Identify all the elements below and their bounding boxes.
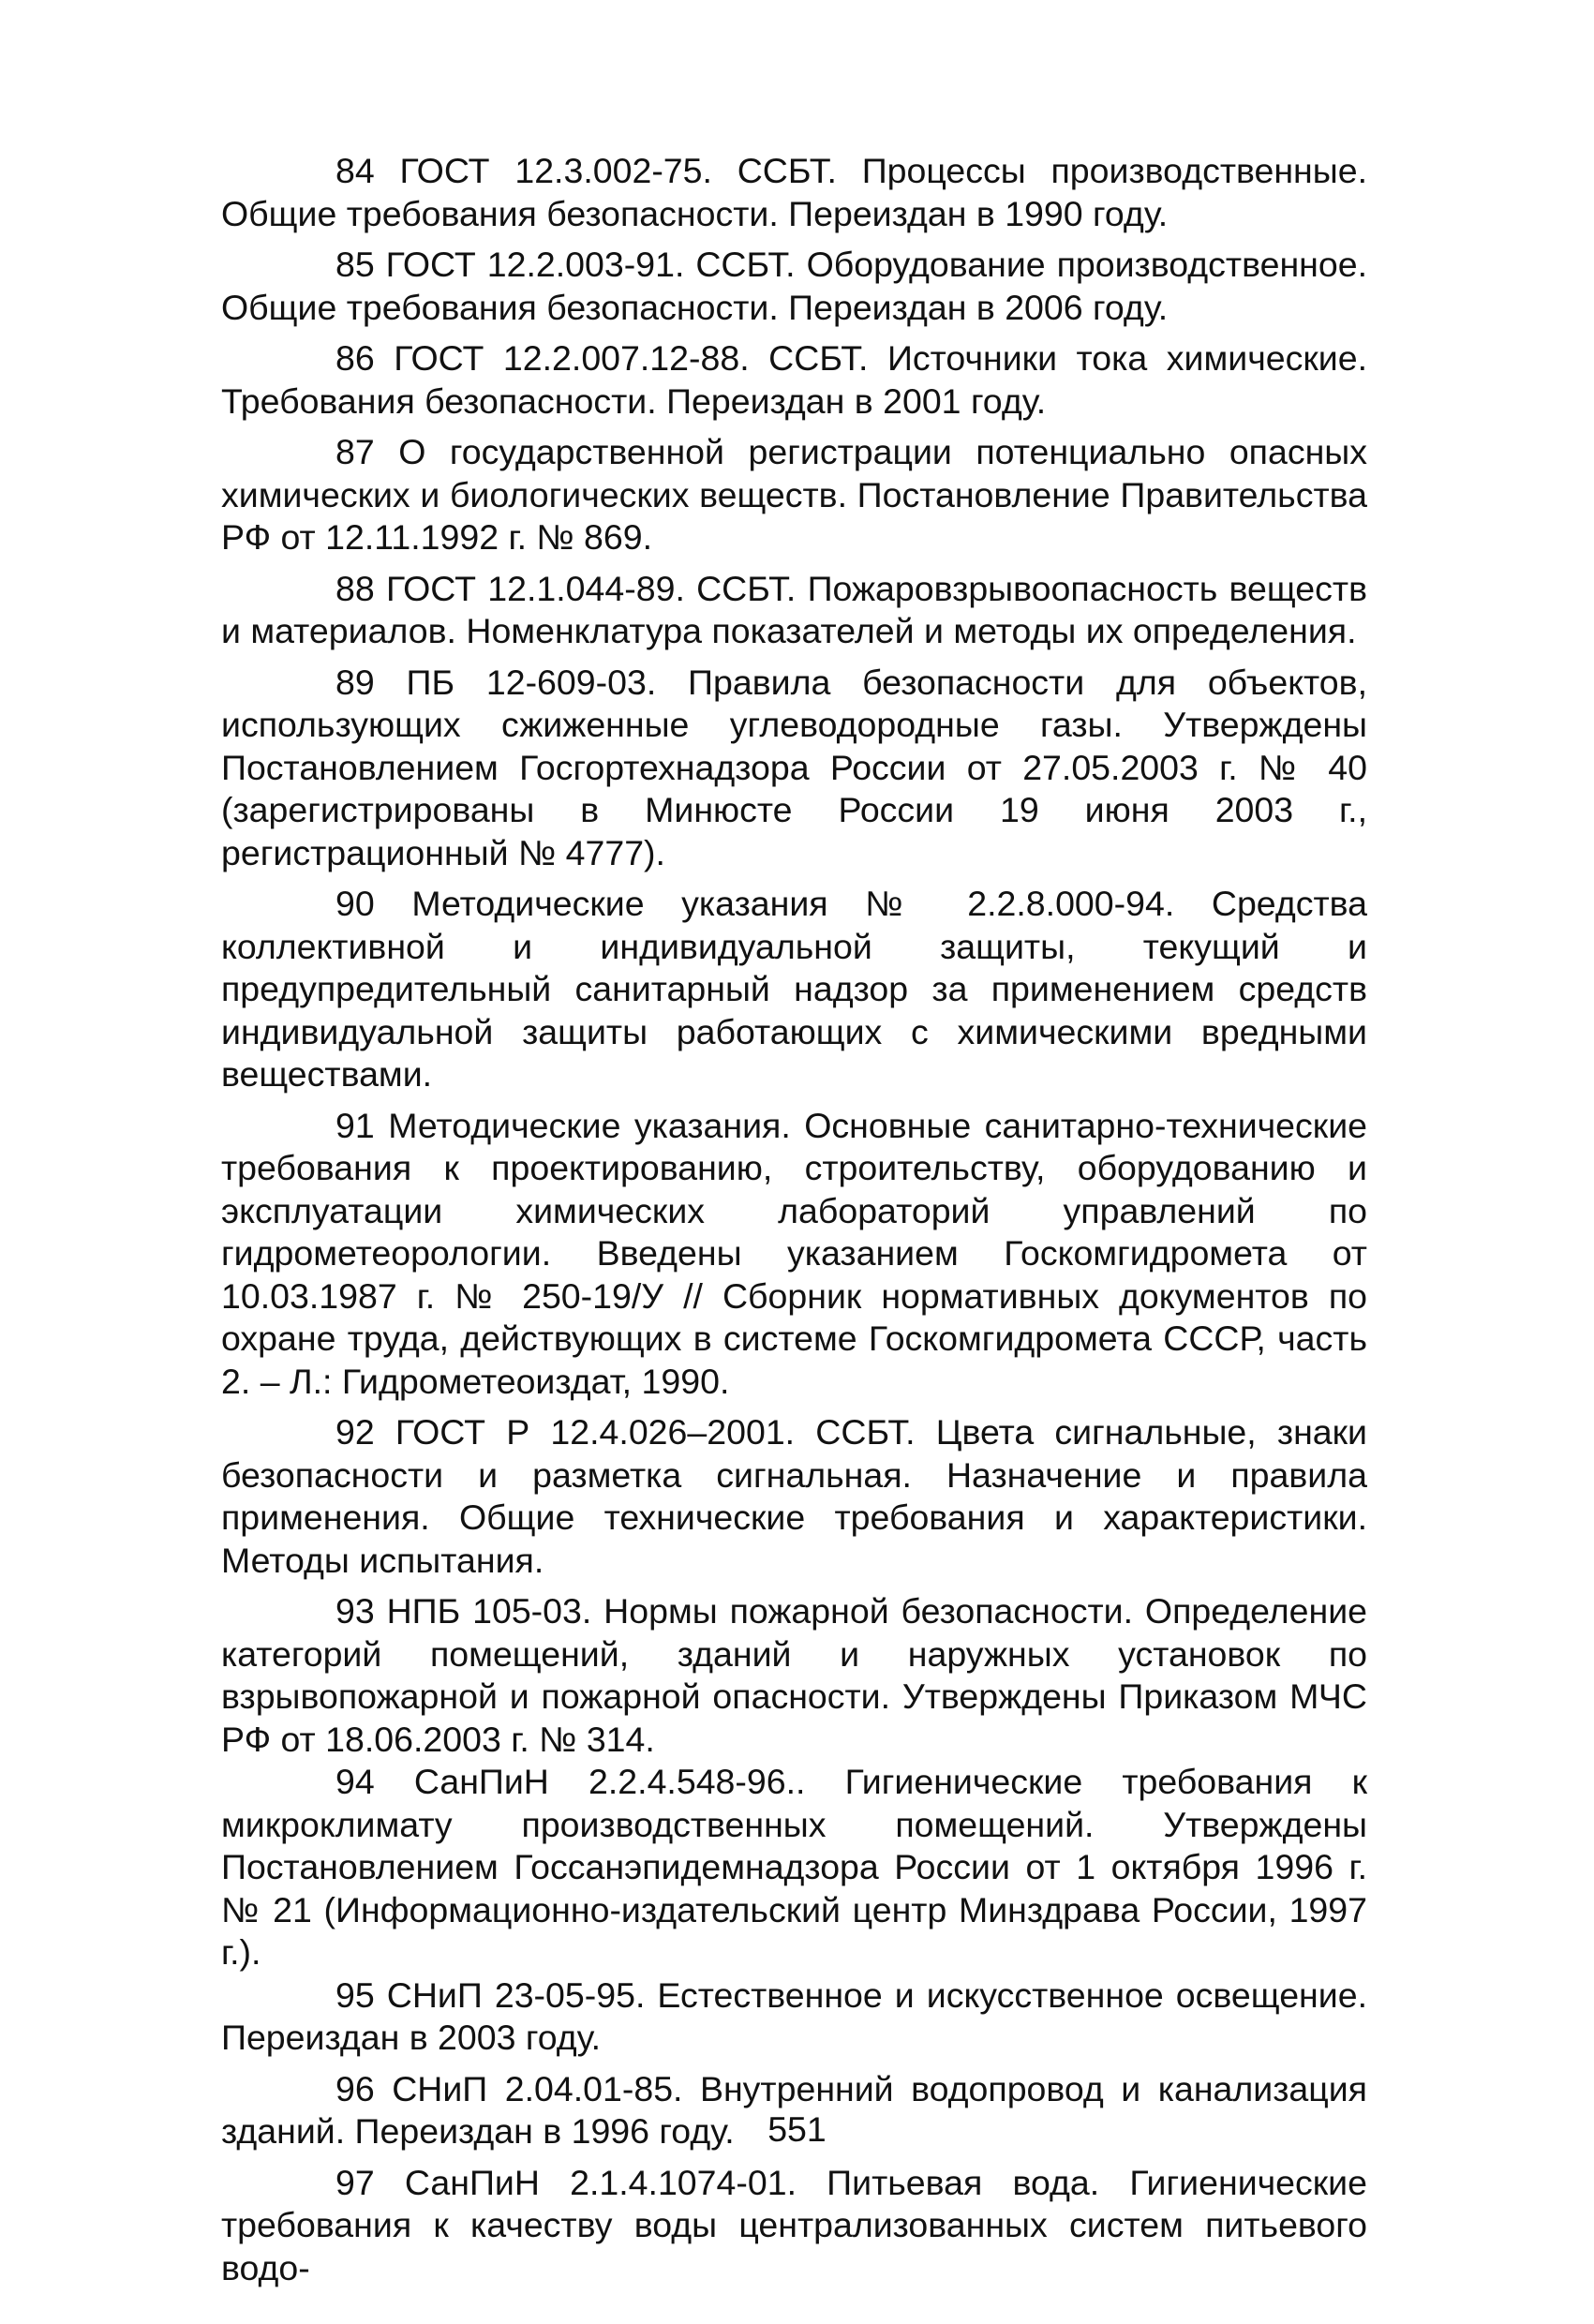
reference-87: 87 О государственной регистрации потенциально опасных химических и биологических веществ. Постановление Правительства РФ от 12.11.1992 г. № 869. <box>221 432 1367 557</box>
reference-86: 86 ГОСТ 12.2.007.12-88. ССБТ. Источники тока химические. Требования безопасности. Переиздан в 2001 году. <box>221 338 1367 421</box>
reference-89: 89 ПБ 12-609-03. Правила безопасности для объектов, использующих сжиженные углеводородные газы. Утверждены Постановлением Госгортехнадзора России от 27.05.2003 г. № 40 (зарегистрированы в Минюсте России 19 июня 2003 г., регистрационный № 4777). <box>221 662 1367 872</box>
reference-94: 94 СанПиН 2.2.4.548-96.. Гигиенические требования к микроклимату производственных помещений. Утверждены Постановлением Госсанэпидемнадзора России от 1 октября 1996 г. № 21 (Информационно-издательский центр Минздрава России, 1997 г.). <box>221 1762 1367 1972</box>
reference-90: 90 Методические указания № 2.2.8.000-94. Средства коллективной и индивидуальной защиты, текущий и предупредительный санитарный надзор за применением средств индивидуальной защиты работающих с химическими вредными веществами. <box>221 884 1367 1094</box>
reference-95: 95 СНиП 23-05-95. Естественное и искусственное освещение. Переиздан в 2003 году. <box>221 1974 1367 2057</box>
reference-91: 91 Методические указания. Основные санитарно-технические требования к проектированию, строительству, оборудованию и эксплуатации химических лабораторий управлений по гидрометеорологии. Введены указанием Госкомгидромета от 10.03.1987 г. № 250-19/У // Сборник нормативных документов по охране труда, действующих в системе Госкомгидромета СССР, часть 2. – Л.: Гидрометеоиздат, 1990. <box>221 1105 1367 1401</box>
page-number: 551 <box>767 2109 827 2149</box>
reference-85: 85 ГОСТ 12.2.003-91. ССБТ. Оборудование производственное. Общие требования безопасности. Переиздан в 2006 году. <box>221 245 1367 327</box>
reference-88: 88 ГОСТ 12.1.044-89. ССБТ. Пожаровзрывоопасность веществ и материалов. Номенклатура показателей и методы их определения. <box>221 568 1367 650</box>
reference-97: 97 СанПиН 2.1.4.1074-01. Питьевая вода. Гигиенические требования к качеству воды централизованных систем питьевого водо- <box>221 2162 1367 2287</box>
reference-92: 92 ГОСТ Р 12.4.026–2001. ССБТ. Цвета сигнальные, знаки безопасности и разметка сигнальная. Назначение и правила применения. Общие технические требования и характеристики. Методы испытания. <box>221 1412 1367 1580</box>
reference-93: 93 НПБ 105-03. Нормы пожарной безопасности. Определение категорий помещений, зданий и наружных установок по взрывопожарной и пожарной опасности. Утверждены Приказом МЧС РФ от 18.06.2003 г. № 314. <box>221 1591 1367 1759</box>
reference-96: 96 СНиП 2.04.01-85. Внутренний водопровод и канализация зданий. Переиздан в 1996 году. <box>221 2068 1367 2151</box>
reference-84: 84 ГОСТ 12.3.002-75. ССБТ. Процессы производственные. Общие требования безопасности. Переиздан в 1990 году. <box>221 151 1367 233</box>
